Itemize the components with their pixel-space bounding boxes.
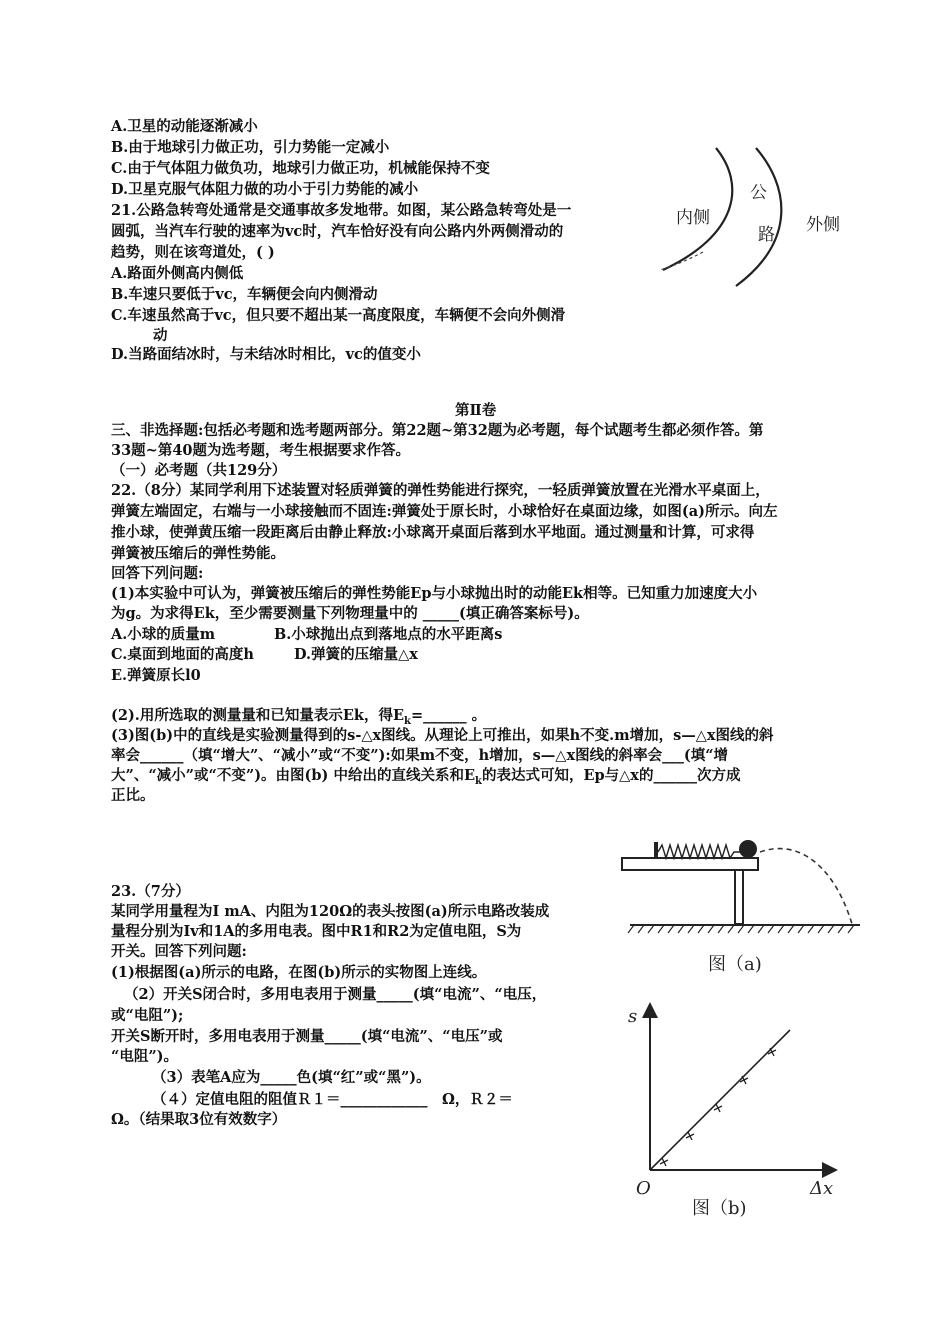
- inner-side-label: 内侧: [676, 208, 710, 228]
- data-points: [660, 1048, 776, 1166]
- fit-line: [650, 1030, 790, 1170]
- ground-hatching: [628, 925, 854, 933]
- q20-option-d: D.卫星克服气体阻力做的功小于引力势能的减小: [111, 181, 419, 198]
- q21-option-d: D.当路面结冰时，与未结冰时相比，vc的值变小: [111, 346, 421, 363]
- q22-part3-line: 正比。: [111, 787, 155, 804]
- origin-label: O: [636, 1178, 651, 1199]
- x-axis-label: Δx: [810, 1178, 834, 1199]
- q21-option-c: C.车速虽然高于vc，但只要不超出某一高度限度，车辆便不会向外侧滑: [111, 307, 566, 324]
- q23-line: （3）表笔A应为_____色(填“红”或“黑”)。: [152, 1069, 431, 1086]
- q22-stem-line: 弹簧被压缩后的弹性势能。: [111, 545, 285, 562]
- q22-stem-line: 推小球，使弹黄压缩一段距离后由静止释放:小球离开桌面后落到水平地面。通过测量和计算，可求得: [111, 524, 755, 541]
- outer-side-label: 外侧: [806, 215, 840, 235]
- q22-option-d: D.弹簧的压缩量△x: [294, 646, 418, 663]
- q22-stem-line: 22.（8分）某同学利用下述装置对轻质弹簧的弹性势能进行探究，一轻质弹簧放置在光滑水平桌面上，: [111, 482, 770, 499]
- q22-option-e: E.弹簧原长l0: [111, 667, 201, 684]
- q22-part3-line: 率会______（填“增大”、“减小”或“不变”):如果m不变，h增加，s—△x图线的斜率会___(填“增: [111, 747, 729, 764]
- q23-line: 或“电阻”);: [111, 1007, 184, 1024]
- q23-line: （2）开关S闭合时，多用电表用于测量_____(填“电流”、“电压，: [124, 986, 547, 1003]
- q22-part2-blank: =______ 。: [410, 707, 487, 724]
- q23-line: 开关S断开时，多用电表用于测量_____(填“电流”、“电压”或: [111, 1028, 503, 1045]
- section-intro-line: （一）必考题（共129分）: [111, 462, 287, 479]
- table-leg: [735, 870, 743, 924]
- q22-part3-line: (3)图(b)中的直线是实验测量得到的s-△x图线。从理论上可推出，如果h不变.m增加，s—△x图线的斜: [111, 727, 774, 744]
- section-title: 第Ⅱ卷: [455, 402, 497, 419]
- q23-line: 量程分别为Iv和1A的多用电表。图中R1和R2为定值电阻，S为: [111, 923, 522, 940]
- q22-option-a: A.小球的质量m: [111, 626, 216, 643]
- q22-part2-text: (2).用所选取的测量量和已知量表示Ek，得E: [111, 707, 405, 724]
- q21-stem-line: 21.公路急转弯处通常是交通事故多发地带。如图，某公路急转弯处是一: [111, 202, 572, 219]
- ball: [739, 840, 757, 858]
- section-intro-line: 33题~第40题为选考题，考生根据要求作答。: [111, 442, 411, 459]
- q20-option-a: A.卫星的动能逐渐减小: [111, 118, 258, 135]
- q23-line: Ω。（结果取3位有效数字）: [111, 1111, 287, 1128]
- q22-part3-text: 大”、“减小”或“不变”)。由图(b) 中给出的直线关系和E: [111, 767, 476, 784]
- q23-line: （４）定值电阻的阻值Ｒ１＝____________ Ω，Ｒ２＝: [152, 1091, 513, 1108]
- q22-part3-text-end: 的表达式可知，Ep与△x的______次方成: [481, 767, 741, 784]
- figure-b: [610, 1000, 850, 1222]
- q20-option-c: C.由于气体阻力做负功，地球引力做正功，机械能保持不变: [111, 160, 490, 177]
- q21-option-c-cont: 动: [153, 327, 168, 344]
- q23-line: 某同学用量程为I mA、内阻为120Ω的表头按图(a)所示电路改装成: [111, 903, 550, 920]
- spring-wall: [654, 842, 658, 858]
- figure-b-caption: 图（b): [692, 1198, 747, 1219]
- q21-stem-line: 趋势，则在该弯道处，( ): [111, 244, 275, 261]
- q21-option-a: A.路面外侧高内侧低: [111, 265, 244, 282]
- road-curve-figure: [648, 140, 858, 290]
- q22-stem-line: 回答下列问题:: [111, 565, 204, 582]
- q23-line: “电阻”)。: [111, 1048, 179, 1065]
- road-label-1: 公: [750, 183, 767, 203]
- road-label-2: 路: [758, 225, 775, 245]
- q22-part2-subscript: k: [404, 715, 411, 727]
- q22-option-b: B.小球抛出点到落地点的水平距离s: [274, 626, 503, 643]
- q23-header: 23.（7分）: [111, 883, 190, 900]
- q22-option-c: C.桌面到地面的高度h: [111, 646, 254, 663]
- q22-part3-subscript: k: [475, 775, 482, 787]
- q22-stem-line: 弹簧左端固定，右端与一小球接触而不固连:弹簧处于原长时，小球恰好在桌面边缘，如图(a)所示。向左: [111, 503, 778, 520]
- q22-part3-line: [111, 766, 740, 792]
- figure-a: [610, 828, 870, 978]
- figure-a-caption: 图（a): [708, 954, 762, 975]
- q23-line: (1)根据图(a)所示的电路，在图(b)所示的实物图上连线。: [111, 964, 487, 981]
- q21-stem-line: 圆弧，当汽车行驶的速率为vc时，汽车恰好没有向公路内外两侧滑动的: [111, 223, 564, 240]
- spring: [658, 845, 740, 858]
- section-intro-line: 三、非选择题:包括必考题和选考题两部分。第22题~第32题为必考题，每个试题考生都必须作答。第: [111, 422, 764, 439]
- trajectory: [760, 849, 852, 924]
- q20-option-b: B.由于地球引力做正功，引力势能一定减小: [111, 139, 390, 156]
- q23-line: 开关。回答下列问题:: [111, 943, 247, 960]
- y-axis-label: s: [628, 1006, 638, 1027]
- q22-stem-line: 为g。为求得Ek，至少需要测量下列物理量中的 _____(填正确答案标号)。: [111, 605, 589, 622]
- q21-option-b: B.车速只要低于vc，车辆便会向内侧滑动: [111, 286, 378, 303]
- q22-stem-line: (1)本实验中可认为，弹簧被压缩后的弹性势能Ep与小球抛出时的动能Ek相等。已知重力加速度大小: [111, 585, 758, 602]
